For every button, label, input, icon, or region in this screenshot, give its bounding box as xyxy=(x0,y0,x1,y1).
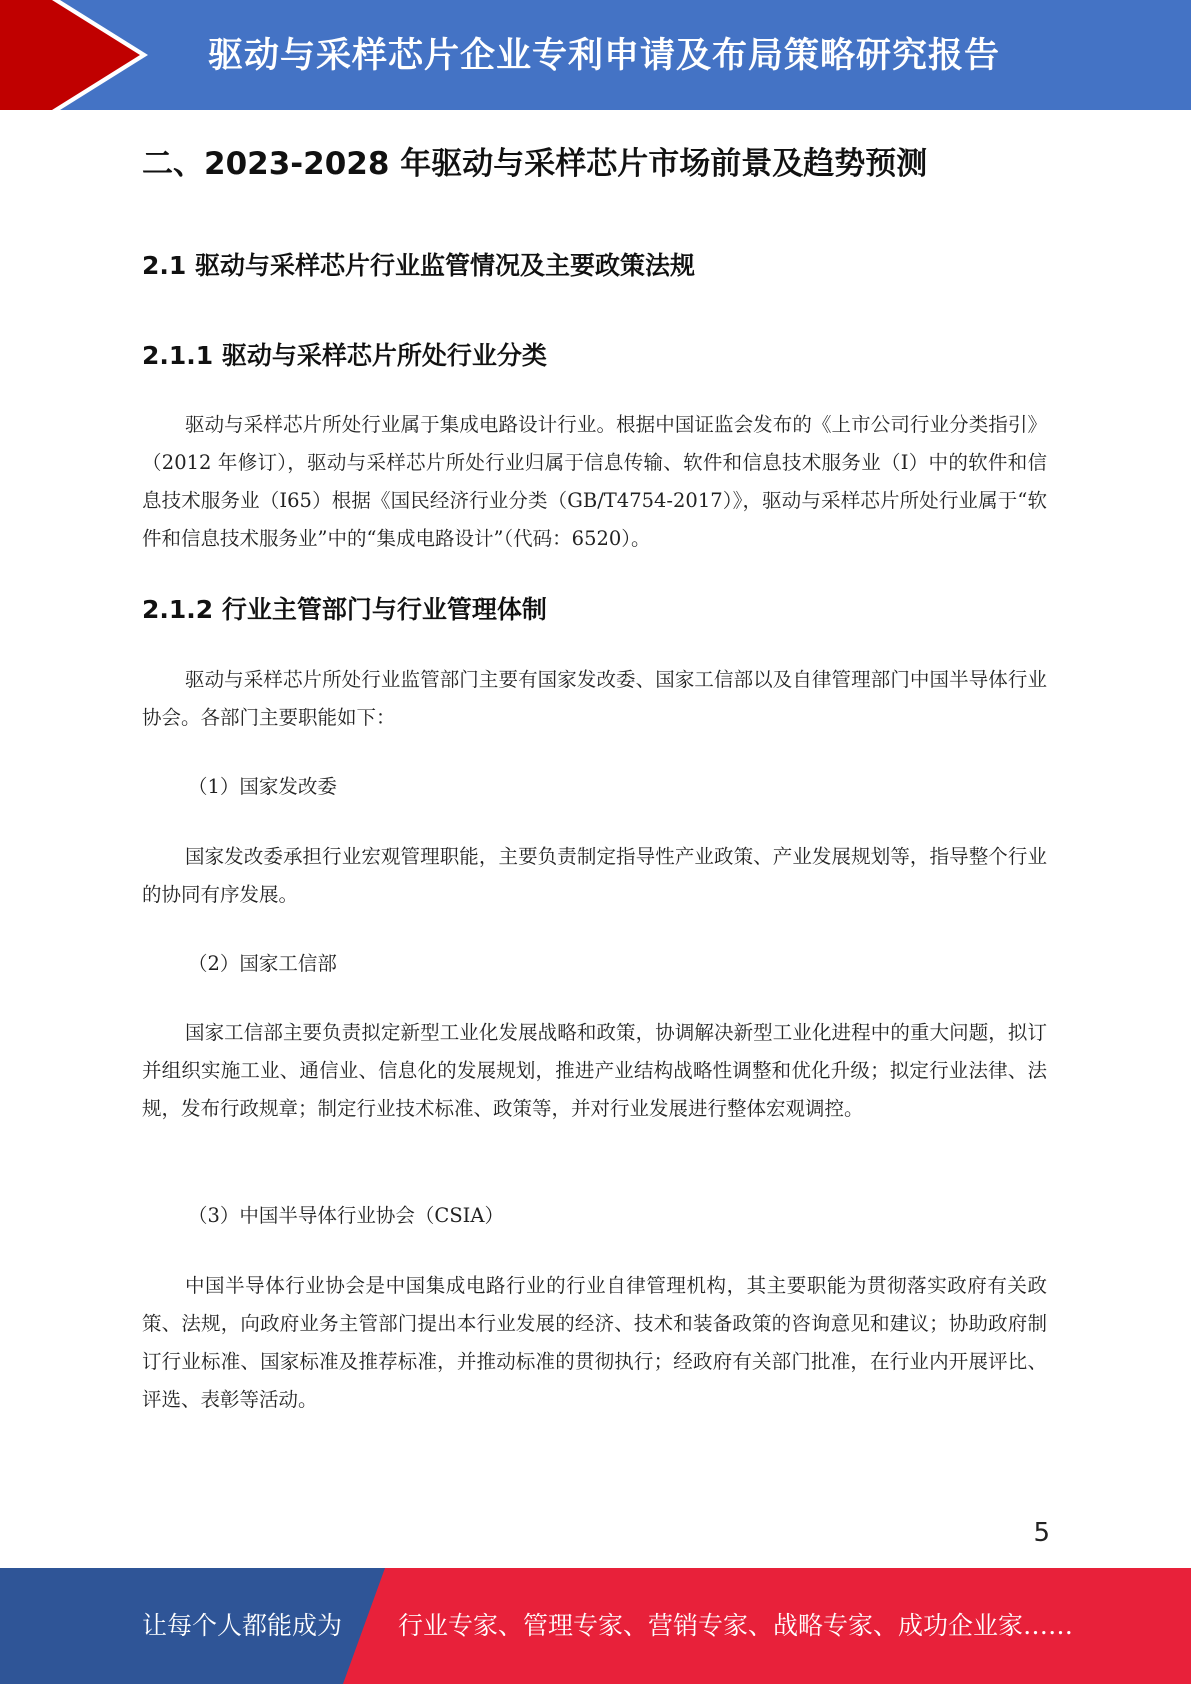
paragraph-ndrc: 国家发改委承担行业宏观管理职能，主要负责制定指导性产业政策、产业发展规划等，指导整个行业的协同有序发展。 xyxy=(142,845,1047,906)
header-arrow-decoration xyxy=(0,0,160,110)
section-title: 二、2023-2028 年驱动与采样芯片市场前景及趋势预测 xyxy=(142,146,928,182)
footer-slogan-right: 行业专家、管理专家、营销专家、战略专家、成功企业家…… xyxy=(398,1611,1074,1640)
item-label-csia: （3）中国半导体行业协会（CSIA） xyxy=(188,1204,504,1227)
subsection-title-2-1-1: 2.1.1 驱动与采样芯片所处行业分类 xyxy=(142,341,547,370)
report-title: 驱动与采样芯片企业专利申请及布局策略研究报告 xyxy=(208,36,1001,76)
paragraph-csia: 中国半导体行业协会是中国集成电路行业的行业自律管理机构，其主要职能为贯彻落实政府有关政策、法规，向政府业务主管部门提出本行业发展的经济、技术和装备政策的咨询意见和建议；协助政府制订行业标准、国家标准及推荐标准，并推动标准的贯彻执行；经政府有关部门批准，在行业内开展评比、评选、表彰等活动。 xyxy=(142,1274,1047,1411)
paragraph-miit: 国家工信部主要负责拟定新型工业化发展战略和政策，协调解决新型工业化进程中的重大问题，拟订并组织实施工业、通信业、信息化的发展规划，推进产业结构战略性调整和优化升级；拟定行业法律、法规，发布行政规章；制定行业技术标准、政策等，并对行业发展进行整体宏观调控。 xyxy=(142,1021,1047,1120)
page-number: 5 xyxy=(1033,1518,1050,1548)
item-label-miit: （2）国家工信部 xyxy=(188,952,337,975)
page-header-band xyxy=(0,0,1191,110)
subsection-title-2-1: 2.1 驱动与采样芯片行业监管情况及主要政策法规 xyxy=(142,251,695,280)
item-label-ndrc: （1）国家发改委 xyxy=(188,775,337,798)
subsection-title-2-1-2: 2.1.2 行业主管部门与行业管理体制 xyxy=(142,595,547,624)
paragraph-industry-classification: 驱动与采样芯片所处行业属于集成电路设计行业。根据中国证监会发布的《上市公司行业分类指引》（2012 年修订），驱动与采样芯片所处行业归属于信息传输、软件和信息技术服务业（I）中的软件和信息技术服务业（I65）根据《国民经济行业分类（GB/T4754-2017）》，驱动与采样芯片所处行业属于“软件和信息技术服务业”中的“集成电路设计”（代码：6520）。 xyxy=(142,413,1047,550)
footer-slogan-left: 让每个人都能成为 xyxy=(142,1611,343,1640)
page-footer-band xyxy=(0,1568,1191,1684)
paragraph-regulators-intro: 驱动与采样芯片所处行业监管部门主要有国家发改委、国家工信部以及自律管理部门中国半导体行业协会。各部门主要职能如下： xyxy=(142,668,1047,729)
